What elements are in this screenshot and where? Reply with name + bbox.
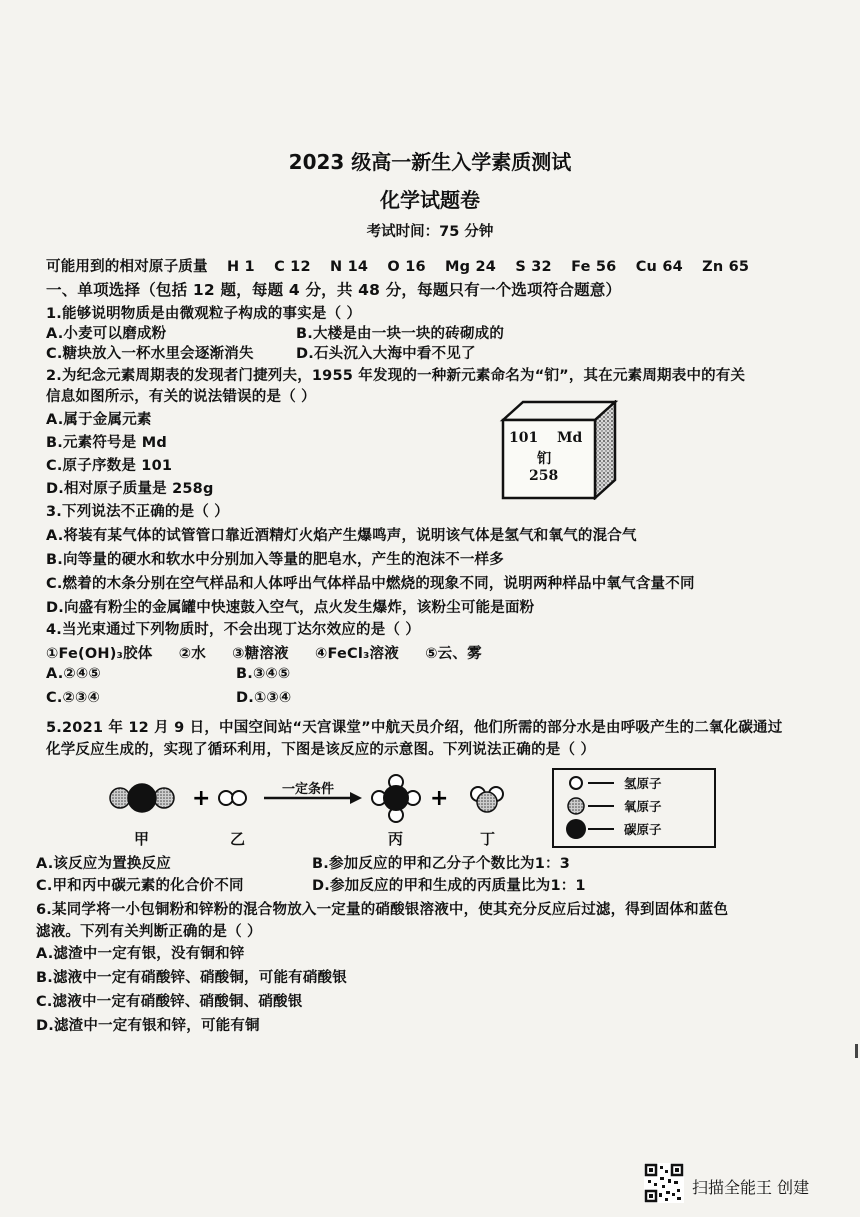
q5-option-b: B.参加反应的甲和乙分子个数比为1：3 [312,856,571,872]
label-ding: 丁 [480,830,496,848]
label-bing: 丙 [388,830,404,848]
element-name: 钔 [537,451,551,467]
carbon-atom-icon [566,819,586,839]
q4-stem: 4.当光束通过下列物质时，不会出现丁达尔效应的是（ ） [46,622,421,638]
q1-option-d: D.石头沉入大海中看不见了 [296,346,476,362]
atomic-mass-zn: Zn 65 [702,259,750,275]
element-number: 101 [509,430,539,446]
q3-option-a: A.将装有某气体的试管管口靠近酒精灯火焰产生爆鸣声，说明该气体是氢气和氧气的混合气 [46,528,637,544]
legend-hydrogen: 氢原子 [624,776,662,791]
q1-option-a: A.小麦可以磨成粉 [46,326,167,342]
reaction-condition: 一定条件 [282,782,335,797]
hydrogen-atom-icon [570,777,582,789]
atom-legend-svg [554,770,624,846]
element-symbol: Md [557,430,583,446]
q2-stem-line2: 信息如图所示，有关的说法错误的是（ ） [46,389,316,405]
q4-items: ①Fe(OH)₃胶体 ②水 ③糖溶液 ④FeCl₃溶液 ⑤云、雾 [46,646,482,662]
q5-stem-line1: 5.2021 年 12 月 9 日，中国空间站“天宫课堂”中航天员介绍，他们所需的部分水是由呼吸产生的二氧化碳通过 [46,720,783,736]
atomic-mass-cu: Cu 64 [635,259,683,275]
atomic-mass-h: H 1 [226,259,255,275]
q3-option-b: B.向等量的硬水和软水中分别加入等量的肥皂水，产生的泡沫不一样多 [46,552,504,568]
q6-stem-line1: 6.某同学将一小包铜粉和锌粉的混合物放入一定量的硝酸银溶液中，使其充分反应后过滤，得到固体和蓝色 [36,902,729,918]
q3-option-c: C.燃着的木条分别在空气样品和人体呼出气体样品中燃烧的现象不同，说明两种样品中氧气含量不同 [46,576,695,592]
atomic-mass-n: N 14 [330,259,369,275]
q4-option-a: A.②④⑤ [46,666,101,682]
q2-option-d: D.相对原子质量是 258g [46,481,214,497]
legend-carbon: 碳原子 [624,822,662,837]
q5-option-d: D.参加反应的甲和生成的丙质量比为1：1 [312,878,586,894]
atomic-mass-line [46,255,763,276]
q4-option-c: C.②③④ [46,690,100,706]
element-mass: 258 [529,468,559,484]
q6-option-a: A.滤渣中一定有银，没有铜和锌 [36,946,245,962]
q3-option-d: D.向盛有粉尘的金属罐中快速鼓入空气，点火发生爆炸，该粉尘可能是面粉 [46,600,535,616]
oxygen-atom-icon [568,798,584,814]
q2-stem-line1: 2.为纪念元素周期表的发现者门捷列夫，1955 年发现的一种新元素命名为“钔”，其在元素周期表中的有关 [46,368,746,384]
q5-option-c: C.甲和丙中碳元素的化合价不同 [36,878,244,894]
atomic-mass-mg: Mg 24 [445,259,497,275]
q4-option-b: B.③④⑤ [236,666,291,682]
atomic-mass-c: C 12 [274,259,311,275]
exam-time: 考试时间：75 分钟 [366,224,494,240]
q2-option-b: B.元素符号是 Md [46,435,167,451]
reaction-arrow-head [350,792,362,804]
scan-mark [855,1044,858,1058]
q6-option-b: B.滤液中一定有硝酸锌、硝酸铜，可能有硝酸银 [36,970,347,986]
qr-code-icon [644,1163,684,1203]
atomic-mass-label: 可能用到的相对原子质量 [46,259,208,275]
scanner-watermark [642,1163,842,1205]
q2-option-c: C.原子序数是 101 [46,458,173,474]
q5-option-a: A.该反应为置换反应 [36,856,171,872]
atomic-mass-fe: Fe 56 [571,259,617,275]
molecule-yi [219,791,246,805]
element-cube-diagram [499,400,619,500]
label-jia: 甲 [134,830,150,848]
q6-stem-line2: 滤液。下列有关判断正确的是（ ） [36,924,262,940]
label-yi: 乙 [230,830,246,848]
plus-sign-2: + [430,786,449,811]
plus-sign-1: + [192,786,211,811]
legend-oxygen: 氧原子 [624,799,662,814]
section-heading: 一、单项选择（包括 12 题，每题 4 分，共 48 分，每题只有一个选项符合题意） [46,281,622,299]
atom-legend [552,768,716,848]
q4-option-d: D.①③④ [236,690,292,706]
q3-stem: 3.下列说法不正确的是（ ） [46,504,229,520]
atomic-mass-o: O 16 [387,259,426,275]
exam-subtitle: 化学试题卷 [380,188,480,212]
molecule-jia [110,784,174,812]
q1-stem: 1.能够说明物质是由微观粒子构成的事实是（ ） [46,306,362,322]
molecule-ding [471,787,503,812]
scanner-watermark-text: 扫描全能王 创建 [692,1178,810,1197]
q6-option-d: D.滤渣中一定有银和锌，可能有铜 [36,1018,260,1034]
q5-stem-line2: 化学反应生成的，实现了循环利用，下图是该反应的示意图。下列说法正确的是（ ） [46,742,596,758]
q1-option-b: B.大楼是由一块一块的砖砌成的 [296,326,505,342]
q2-option-a: A.属于金属元素 [46,412,152,428]
q1-option-c: C.糖块放入一杯水里会逐渐消失 [46,346,254,362]
element-cube-svg [499,400,619,500]
atomic-mass-s: S 32 [515,259,552,275]
exam-title: 2023 级高一新生入学素质测试 [288,150,572,174]
q6-option-c: C.滤液中一定有硝酸锌、硝酸铜、硝酸银 [36,994,303,1010]
molecule-bing [372,775,420,822]
